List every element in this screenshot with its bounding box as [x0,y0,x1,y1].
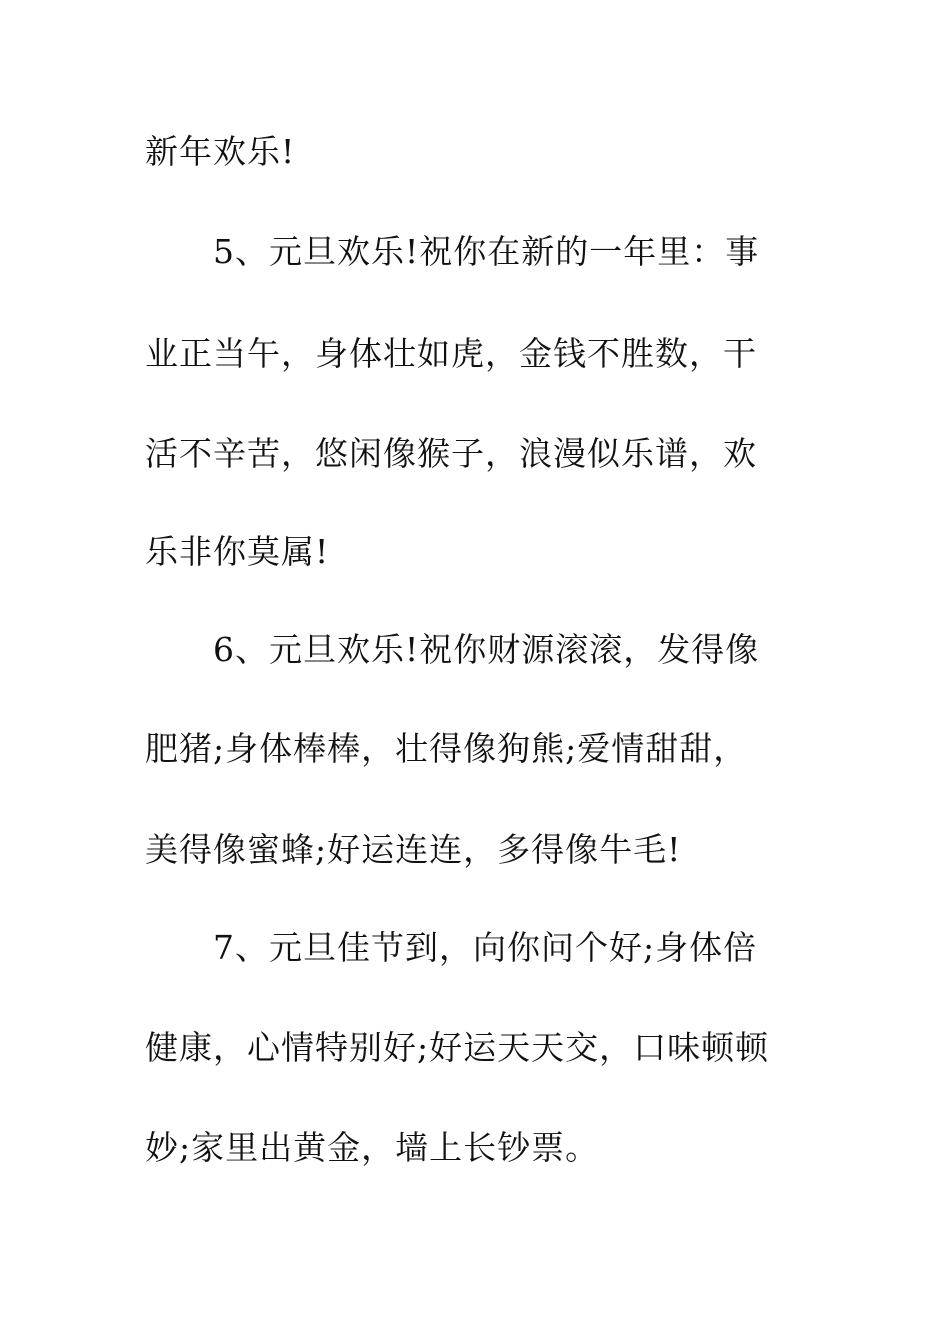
item-5-line-1: 5、元旦欢乐!祝你在新的一年里：事 [213,232,760,271]
item-6-line-2: 肥猪;身体棒棒，壮得像狗熊;爱情甜甜， [145,729,748,768]
item-7-line-3: 妙;家里出黄金，墙上长钞票。 [145,1128,600,1167]
item-5-line-3: 活不辛苦，悠闲像猴子，浪漫似乐谱，欢 [145,434,757,473]
item-6-line-3: 美得像蜜蜂;好运连连，多得像牛毛! [145,830,682,869]
item-5-line-2: 业正当午，身体壮如虎，金钱不胜数，干 [145,334,757,373]
text-line-1: 新年欢乐! [145,132,296,171]
item-6-line-1: 6、元旦欢乐!祝你财源滚滚，发得像 [213,630,760,669]
item-7-line-1: 7、元旦佳节到，向你问个好;身体倍 [213,928,758,967]
item-7-line-2: 健康，心情特别好;好运天天交，口味顿顿 [145,1028,770,1067]
item-5-line-4: 乐非你莫属! [145,532,330,571]
